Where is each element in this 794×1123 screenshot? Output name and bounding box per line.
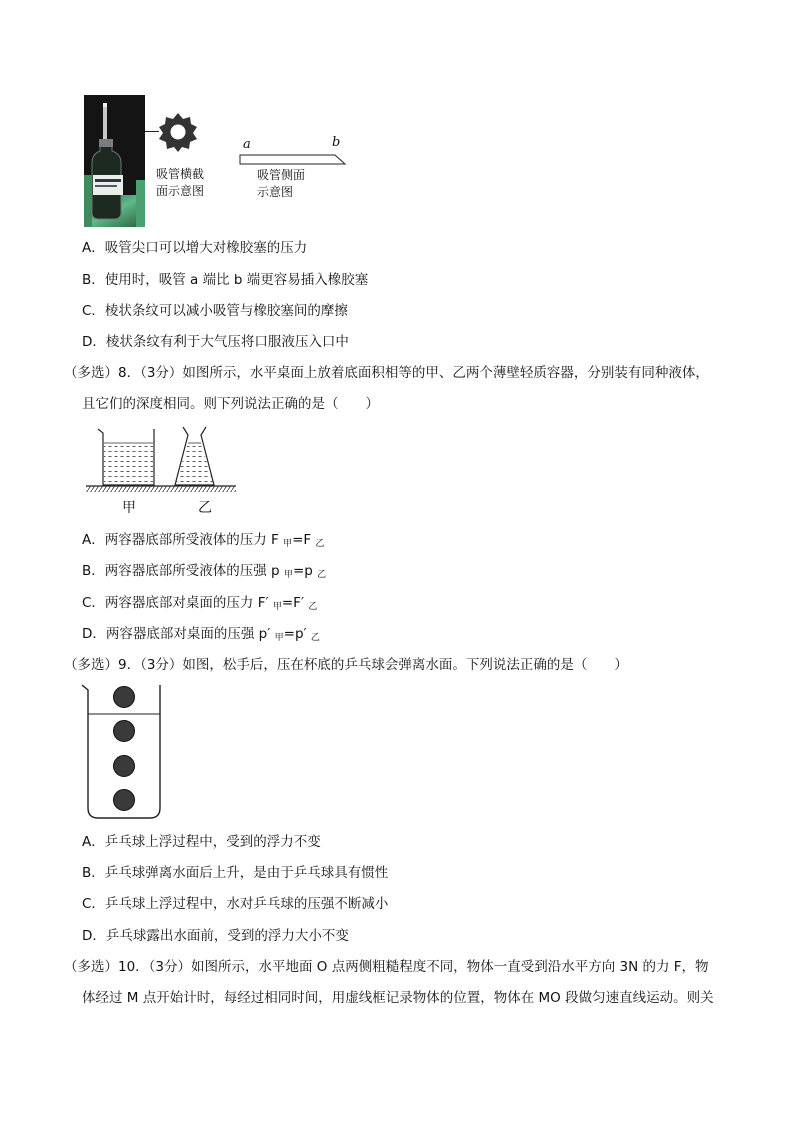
q7-option-a: A．吸管尖口可以增大对橡胶塞的压力	[82, 240, 308, 256]
q8-option-a-sub1: 甲	[283, 539, 293, 549]
q8-option-d-sub1: 甲	[274, 633, 284, 643]
q8-option-a-mid: =F	[292, 532, 312, 548]
q8-option-b-sub2: 乙	[317, 570, 327, 580]
q8-option-c-sub2: 乙	[308, 602, 318, 612]
q9-option-a: A．乒乓球上浮过程中，受到的浮力不变	[82, 834, 321, 850]
q8-option-a-sub2: 乙	[315, 539, 325, 549]
q9-option-c: C．乒乓球上浮过程中，水对乒乓球的压强不断减小	[82, 896, 389, 912]
q8-option-d-mid: =p′	[283, 626, 307, 642]
q8-option-a-text: A．两容器底部所受液体的压力 F	[82, 532, 279, 548]
label-a: a	[243, 137, 251, 152]
q9-stem-line1: （多选）9．（3分）如图，松手后，压在杯底的乒乓球会弹离水面。下列说法正确的是（ ）	[64, 657, 628, 673]
q8-option-d	[82, 624, 320, 648]
ping-pong-cup-figure	[80, 683, 170, 827]
q9-option-d: D．乒乓球露出水面前，受到的浮力大小不变	[82, 928, 349, 944]
q10-stem-line1: （多选）10．（3分）如图所示，水平地面 O 点两侧粗糙程度不同，物体一直受到沿水平方向 3N 的力 F，物	[64, 959, 709, 975]
q7-option-d: D．棱状条纹有利于大气压将口服液压入口中	[82, 334, 349, 350]
containers-figure	[84, 424, 240, 500]
q8-option-c	[82, 593, 317, 617]
q7-option-c: C．棱状条纹可以减小吸管与橡胶塞间的摩擦	[82, 303, 348, 319]
q10-stem-line2: 体经过 M 点开始计时，每经过相同时间，用虚线框记录物体的位置，物体在 MO 段做匀速直线运动。则关	[82, 990, 714, 1006]
q8-option-a	[82, 530, 325, 554]
oral-liquid-bottle-photo	[84, 95, 145, 227]
q9-option-b: B．乒乓球弹离水面后上升，是由于乒乓球具有惯性	[82, 865, 389, 881]
cross-section-caption-line2: 面示意图	[156, 184, 205, 198]
side-view-caption-line1: 吸管侧面	[257, 168, 306, 182]
side-view-caption-line2: 示意图	[257, 185, 294, 199]
q8-stem-line2: 且它们的深度相同。则下列说法正确的是（ ）	[82, 396, 379, 412]
label-b: b	[332, 135, 341, 150]
q8-option-d-sub2: 乙	[310, 633, 320, 643]
label-yi: 乙	[198, 500, 212, 516]
q8-option-c-text: C．两容器底部对桌面的压力 F′	[82, 595, 269, 611]
q8-option-b-sub1: 甲	[283, 570, 293, 580]
q7-option-b: B．使用时，吸管 a 端比 b 端更容易插入橡胶塞	[82, 272, 369, 288]
q8-stem-line1: （多选）8．（3分）如图所示，水平桌面上放着底面积相等的甲、乙两个薄壁轻质容器，分别装有同种液体，	[64, 365, 709, 381]
straw-cross-section-figure	[157, 111, 199, 157]
q8-option-c-mid: =F′	[281, 595, 305, 611]
q8-option-d-text: D．两容器底部对桌面的压强 p′	[82, 626, 271, 642]
q8-option-b-mid: =p	[292, 563, 313, 579]
q8-option-b-text: B．两容器底部所受液体的压强 p	[82, 563, 280, 579]
cross-section-caption-line1: 吸管横截	[156, 167, 205, 181]
q8-option-c-sub1: 甲	[272, 602, 282, 612]
label-jia: 甲	[122, 500, 136, 516]
q8-option-b	[82, 561, 326, 585]
